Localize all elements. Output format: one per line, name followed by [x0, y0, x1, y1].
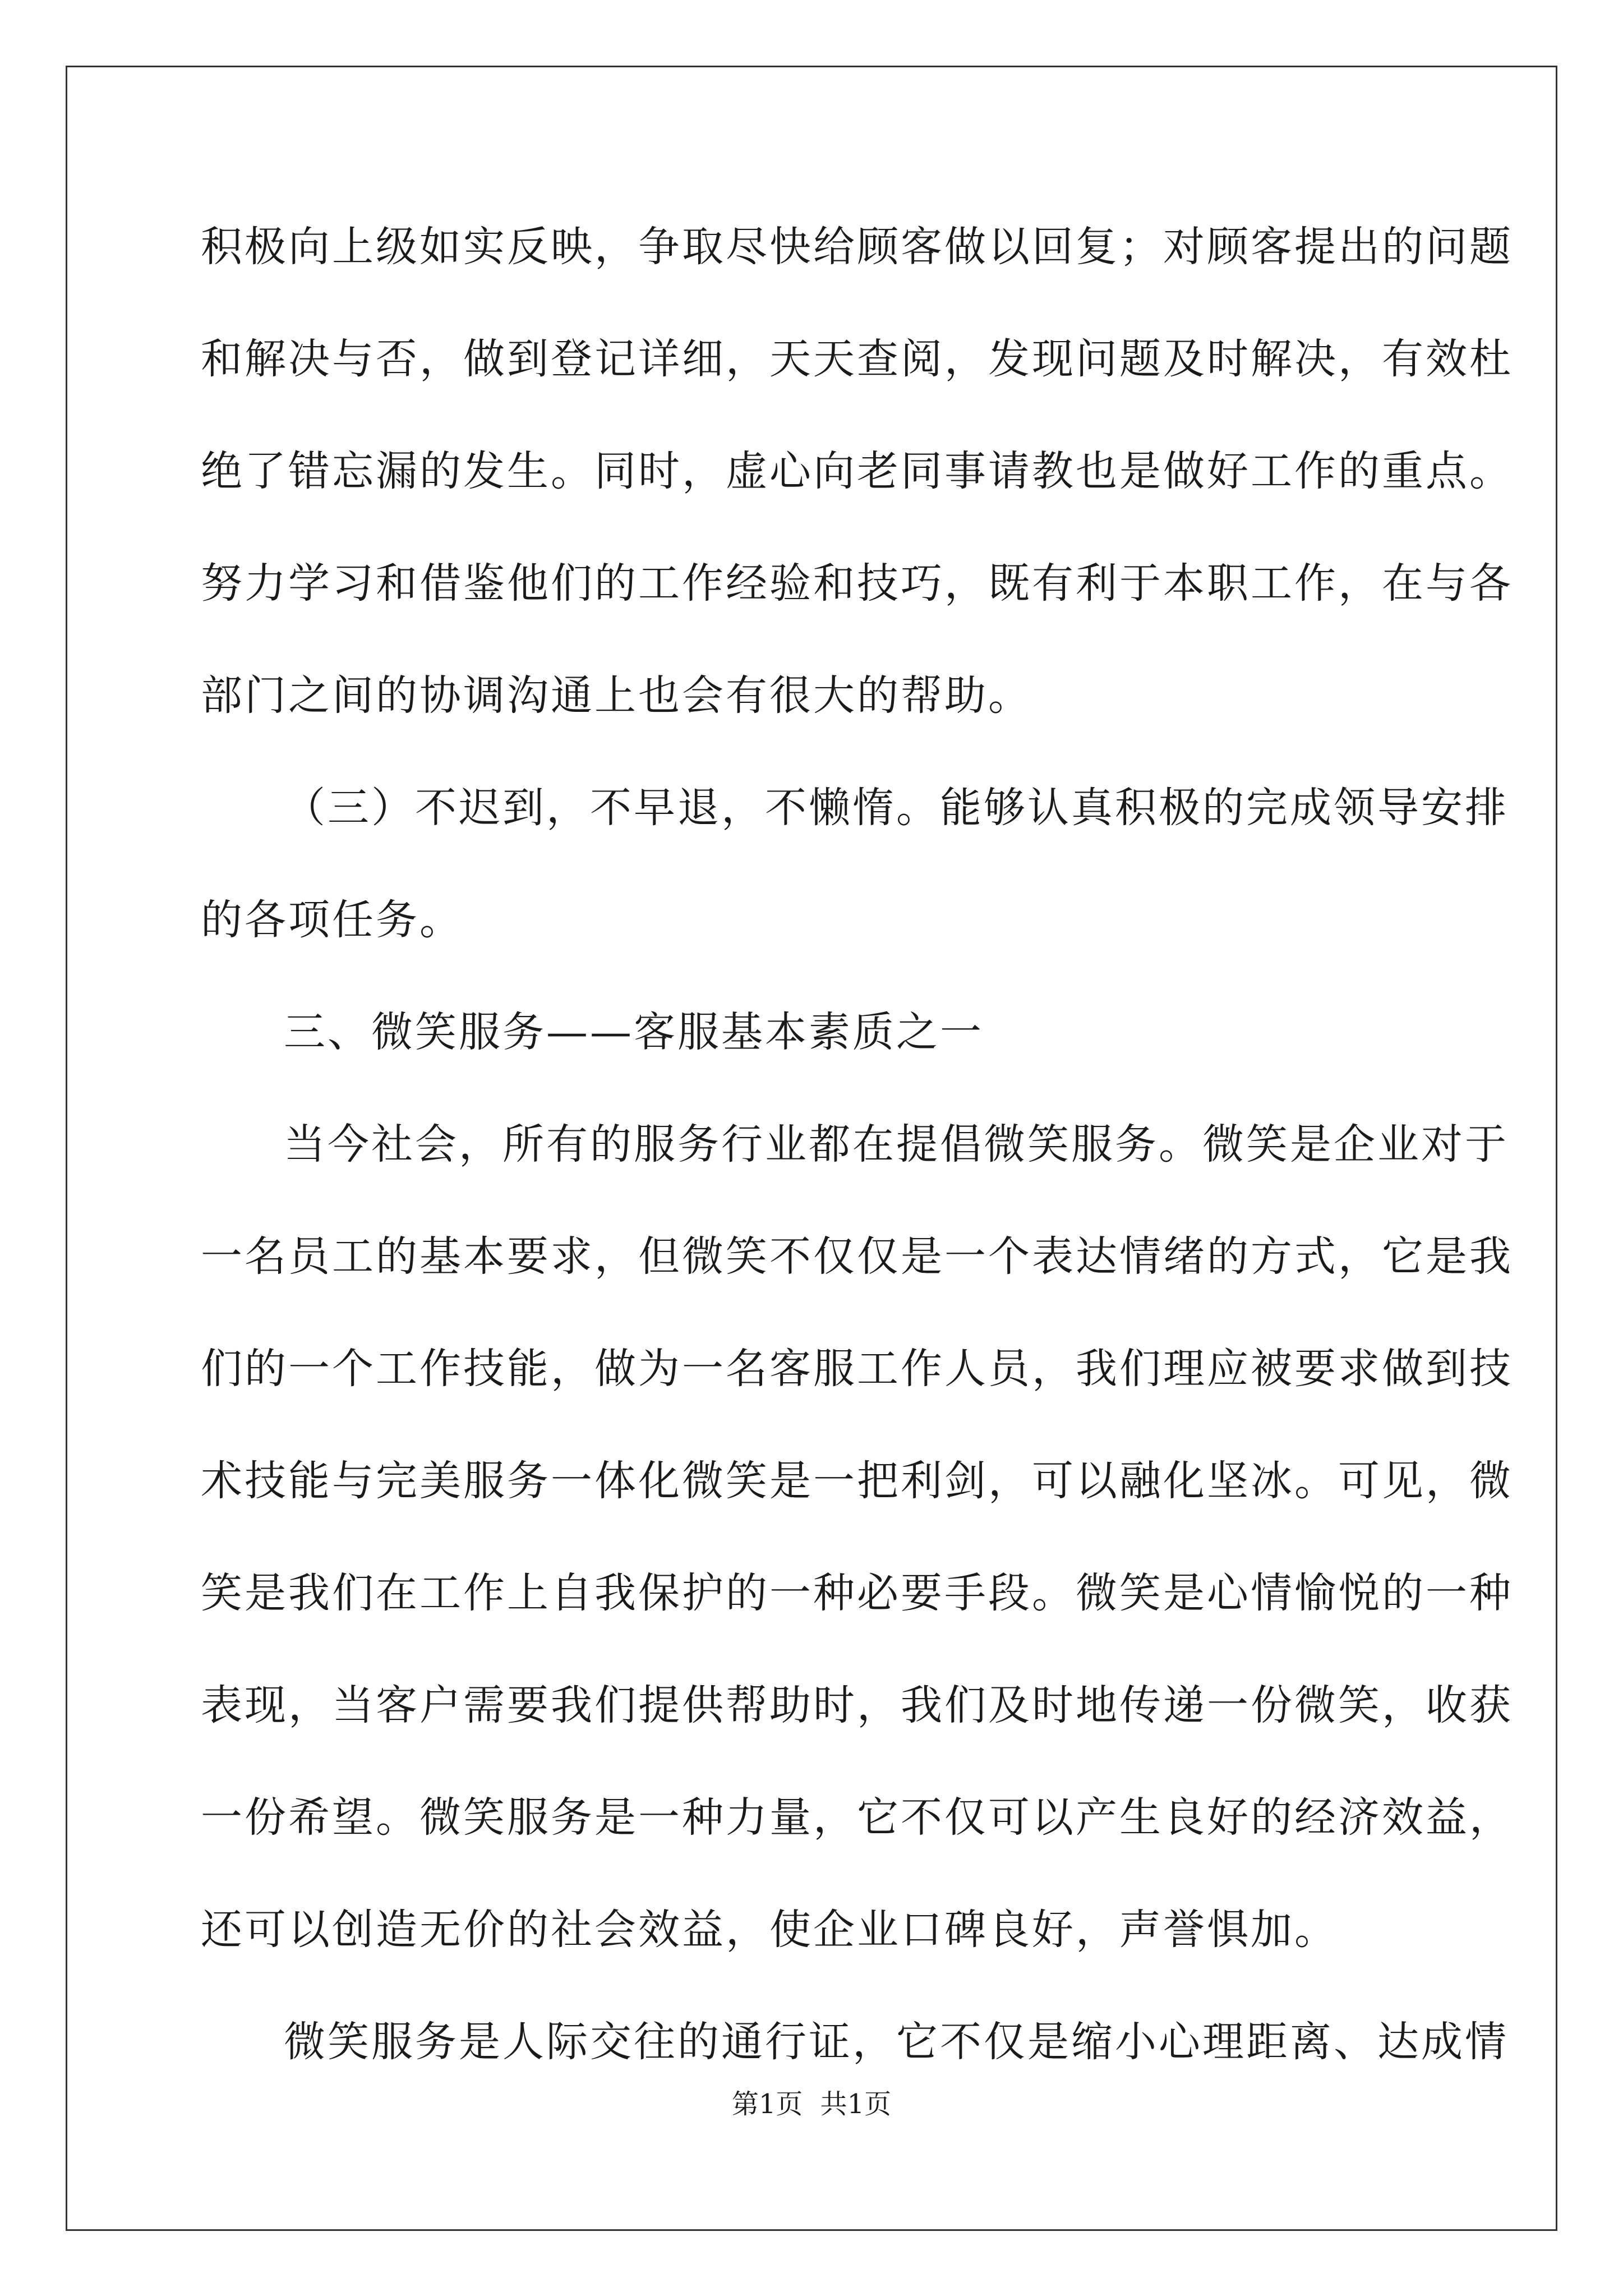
- text-line: 一名员工的基本要求，但微笑不仅仅是一个表达情绪的方式，它是我: [201, 1232, 1513, 1281]
- text-line: 努力学习和借鉴他们的工作经验和技巧，既有利于本职工作，在与各: [201, 559, 1513, 608]
- text-line: 笑是我们在工作上自我保护的一种必要手段。微笑是心情愉悦的一种: [201, 1569, 1513, 1617]
- text-line: 绝了错忘漏的发生。同时，虚心向老同事请教也是做好工作的重点。: [201, 447, 1513, 495]
- page-total: 共1页: [820, 2088, 892, 2120]
- text-line: 一份希望。微笑服务是一种力量，它不仅可以产生良好的经济效益，: [201, 1793, 1513, 1842]
- text-line: 和解决与否，做到登记详细，天天查阅，发现问题及时解决，有效杜: [201, 335, 1513, 383]
- text-line: 还可以创造无价的社会效益，使企业口碑良好，声誉惧加。: [201, 1906, 1338, 1954]
- paragraph-start-line: 当今社会，所有的服务行业都在提倡微笑服务。微笑是企业对于: [284, 1120, 1509, 1168]
- page-number: 第1页: [731, 2088, 803, 2120]
- paragraph-start-line: （三）不迟到，不早退，不懒惰。能够认真积极的完成领导安排: [284, 784, 1509, 832]
- text-line: 的各项任务。: [201, 896, 463, 944]
- page-footer: [0, 2082, 1623, 2121]
- paragraph-start-line: 微笑服务是人际交往的通行证，它不仅是缩小心理距离、达成情: [284, 2018, 1509, 2066]
- text-line: 们的一个工作技能，做为一名客服工作人员，我们理应被要求做到技: [201, 1345, 1513, 1393]
- text-line: 积极向上级如实反映，争取尽快给顾客做以回复；对顾客提出的问题: [201, 223, 1513, 271]
- text-line: 部门之间的协调沟通上也会有很大的帮助。: [201, 671, 1032, 720]
- text-line: 术技能与完美服务一体化微笑是一把利剑，可以融化坚冰。可见，微: [201, 1457, 1513, 1505]
- text-line: 表现，当客户需要我们提供帮助时，我们及时地传递一份微笑，收获: [201, 1681, 1513, 1729]
- section-heading: 三、微笑服务——客服基本素质之一: [284, 1008, 984, 1056]
